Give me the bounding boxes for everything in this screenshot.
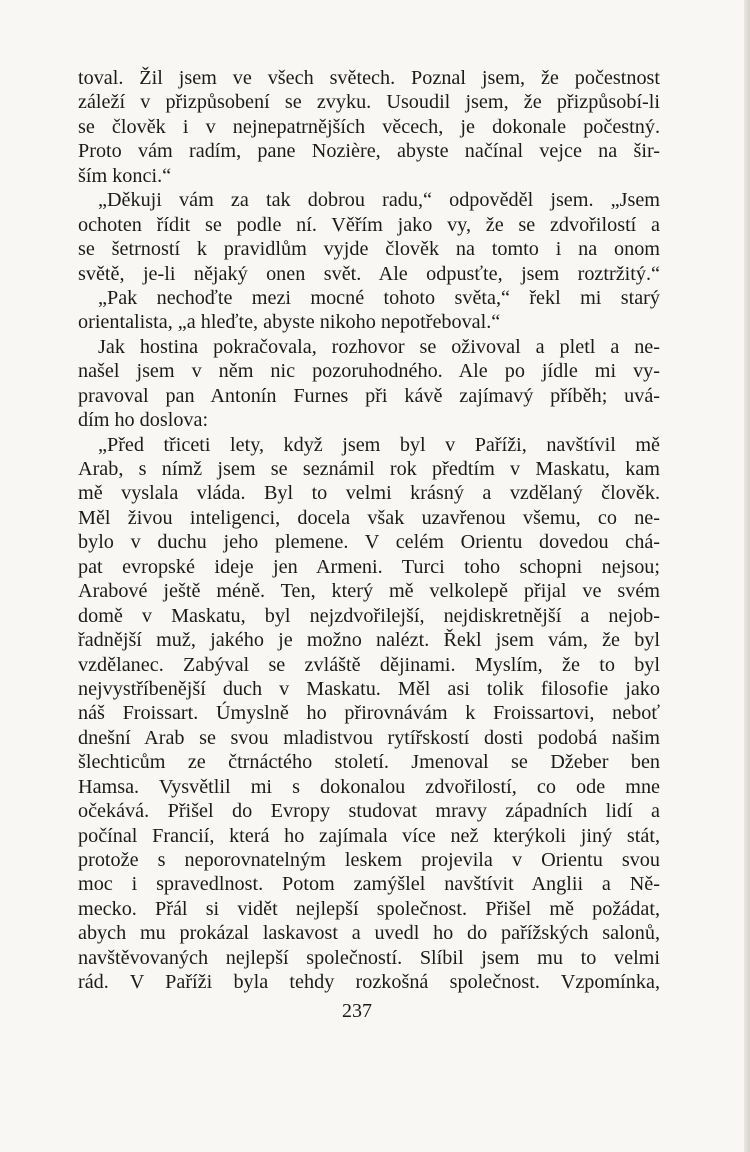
text-line: Arabové ještě méně. Ten, který mě velkolepě přijal ve svém	[78, 580, 660, 603]
text-line: vzdělanec. Zabýval se zvláště dějinami. Myslím, že to byl	[78, 653, 660, 676]
text-line: „Pak nechoďte mezi mocné tohoto světa,“ řekl mi starý	[98, 286, 660, 309]
text-line: pravoval pan Antonín Furnes při kávě zajímavý příběh; uvá-	[78, 384, 660, 407]
text-line: ším konci.“	[78, 164, 172, 187]
text-line: „Děkuji vám za tak dobrou radu,“ odpověděl jsem. „Jsem	[98, 189, 660, 212]
text-line: Hamsa. Vysvětlil mi s dokonalou zdvořilostí, co ode mne	[78, 775, 660, 798]
text-line: šlechticům ze čtrnáctého století. Jmenoval se Džeber ben	[78, 751, 660, 774]
text-line: se šetrností k pravidlům vyjde člověk na tomto i na onom	[78, 238, 660, 261]
text-line: bylo v duchu jeho plemene. V celém Orientu dovedou chá-	[78, 531, 660, 554]
text-line: nejvystříbenější duch v Maskatu. Měl asi tolik filosofie jako	[78, 677, 660, 700]
text-line: mecko. Přál si vidět nejlepší společnost. Přišel mě požádat,	[78, 897, 660, 920]
text-line: světě, je-li nějaký onen svět. Ale odpusťte, jsem roztržitý.“	[78, 262, 660, 285]
text-line: pat evropské ideje jen Armeni. Turci toho schopni nejsou;	[78, 555, 660, 578]
text-line: abych mu prokázal laskavost a uvedl ho do pařížských salonů,	[78, 922, 660, 945]
page-edge-shadow	[744, 0, 750, 1152]
text-line: orientalista, „a hleďte, abyste nikoho nepotřeboval.“	[78, 311, 501, 334]
text-line: moc i spravedlnost. Potom zamýšlel navštívit Anglii a Ně-	[78, 873, 660, 896]
text-line: „Před třiceti lety, když jsem byl v Paříži, navštívil mě	[98, 433, 660, 456]
text-line: Arab, s nímž jsem se seznámil rok předtím v Maskatu, kam	[78, 458, 660, 480]
text-line: záleží v přizpůsobení se zvyku. Usoudil jsem, že přizpůsobí-li	[78, 91, 660, 114]
text-line: očekává. Přišel do Evropy studovat mravy západních lidí a	[78, 800, 660, 823]
text-line: Jak hostina pokračovala, rozhovor se oživoval a pletl a ne-	[98, 335, 660, 358]
text-line: náš Froissart. Úmyslně ho přirovnávám k Froissartovi, neboť	[78, 702, 660, 725]
text-line: rád. V Paříži byla tehdy rozkošná společnost. Vzpomínka,	[78, 971, 660, 994]
text-line: mě vyslala vláda. Byl to velmi krásný a vzdělaný člověk.	[78, 482, 660, 505]
text-line: dnešní Arab se svou mladistvou rytířskostí dosti podobá našim	[78, 726, 660, 749]
text-line: našel jsem v něm nic pozoruhodného. Ale po jídle mi vy-	[78, 360, 660, 383]
text-line: dím ho doslova:	[78, 409, 209, 432]
text-line: toval. Žil jsem ve všech světech. Poznal jsem, že počestnost	[78, 67, 660, 89]
text-line: počínal Francií, která ho zajímala více než kterýkoli jiný stát,	[78, 824, 660, 847]
text-line: řadnější muž, jakého je možno nalézt. Řekl jsem vám, že byl	[78, 629, 660, 652]
page-number: 237	[342, 1000, 372, 1022]
text-line: ochoten řídit se podle ní. Věřím jako vy, že se zdvořilostí a	[78, 213, 660, 236]
text-line: domě v Maskatu, byl nejzdvořilejší, nejdiskretnější a nejob-	[78, 604, 660, 627]
text-line: se člověk i v nejnepatrnějších věcech, je dokonale počestný.	[78, 115, 660, 138]
text-line: Proto vám radím, pane Nozière, abyste načínal vejce na šir-	[78, 140, 660, 163]
text-line: navštěvovaných nejlepší společností. Slíbil jsem mu to velmi	[78, 946, 660, 969]
text-line: Měl živou inteligenci, docela však uzavřenou všemu, co ne-	[78, 506, 660, 529]
body-text	[78, 66, 660, 995]
text-line: protože s neporovnatelným leskem projevila v Orientu svou	[78, 849, 660, 871]
